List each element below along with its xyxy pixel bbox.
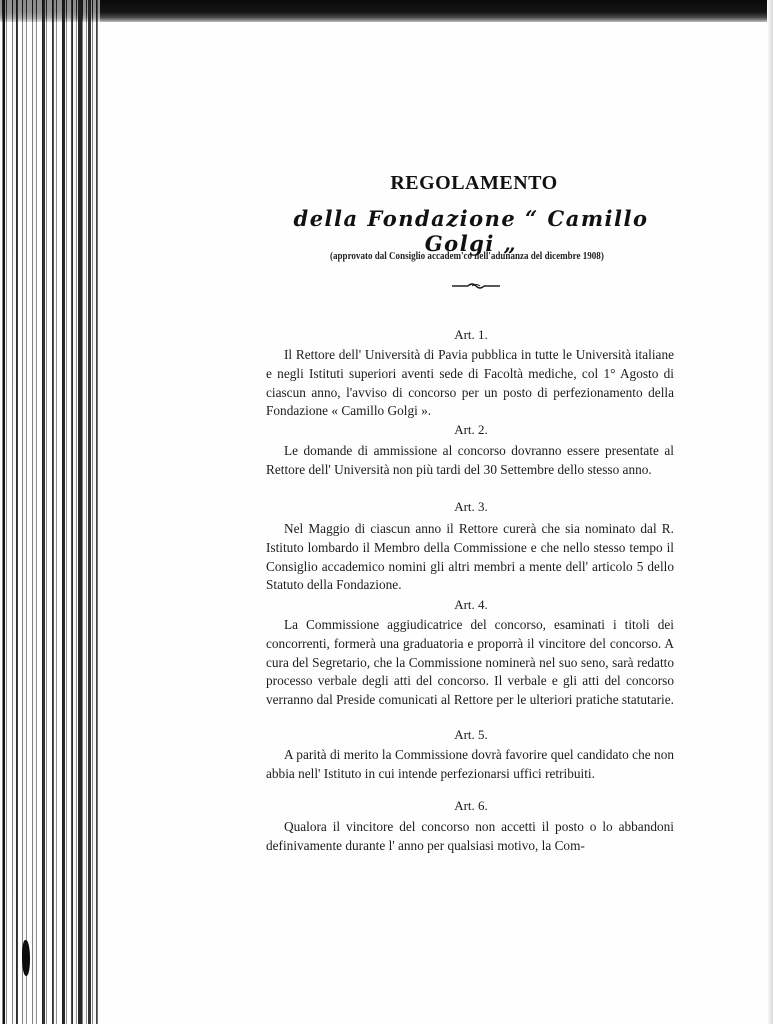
- article-2-text: Le domande di ammissione al concorso dovranno essere presentate al Rettore dell' Università non più tardi del 30 Settembre dello stesso anno.: [266, 443, 674, 477]
- ornament-divider: [452, 281, 500, 291]
- scan-right-edge: [767, 0, 773, 1024]
- article-1-text: Il Rettore dell' Università di Pavia pubblica in tutte le Università italiane e negli Istituti superiori aventi sede di Facoltà mediche, col 1° Agosto di ciascun anno, l'avviso di concorso per un posto di perfezionamento della Fondazione « Camillo Golgi ».: [266, 347, 674, 419]
- article-6-heading: Art. 6.: [454, 798, 488, 813]
- article-4-text: La Commissione aggiudicatrice del concorso, esaminati i titoli dei concorrenti, formerà una graduatoria e proporrà il vincitore del concorso. A cura del Segretario, che la Commissione nominerà nel suo seno, sarà redatto processo verbale degli atti del concorso. Il verbale e gli atti del concorso verranno dal Preside comunicati al Rettore per le ulteriori pratiche statutarie.: [266, 617, 674, 708]
- article-5-heading: Art. 5.: [454, 727, 488, 742]
- article-3-text: Nel Maggio di ciascun anno il Rettore curerà che sia nominato dal R. Istituto lombardo il Membro della Commissione e che nello stesso tempo il Consiglio accademico nomini gli altri membri a mente dell' articolo 5 dello Statuto della Fondazione.: [266, 521, 674, 593]
- ink-blot: [22, 940, 30, 976]
- article-6-text: Qualora il vincitore del concorso non accetti il posto o lo abbandoni definivamente durante l' anno per qualsiasi motivo, la Com-: [266, 819, 674, 853]
- spine-line: [96, 0, 98, 1024]
- scan-top-edge: [0, 0, 773, 22]
- article-2-heading: Art. 2.: [454, 422, 488, 437]
- book-spine: [0, 0, 100, 1024]
- spine-line: [78, 0, 82, 1024]
- spine-line: [16, 0, 18, 1024]
- document-subtitle: della Fondazione “ Camillo Golgi „: [293, 206, 649, 256]
- spine-line: [52, 0, 54, 1024]
- spine-line: [42, 0, 45, 1024]
- spine-line: [71, 0, 73, 1024]
- spine-line: [88, 0, 91, 1024]
- article-5-text: A parità di merito la Commissione dovrà favorire quel candidato che non abbia nell' Istituto in cui intende perfezionarsi uffici retribuiti.: [266, 747, 674, 781]
- document-title: REGOLAMENTO: [390, 172, 558, 194]
- article-3-heading: Art. 3.: [454, 499, 488, 514]
- approval-note: (approvato dal Consiglio accadem'co nell'adunanza del dicembre 1908): [330, 251, 604, 262]
- article-1-heading: Art. 1.: [454, 327, 488, 342]
- article-4-heading: Art. 4.: [454, 597, 488, 612]
- spine-line: [3, 0, 5, 1024]
- spine-line: [62, 0, 65, 1024]
